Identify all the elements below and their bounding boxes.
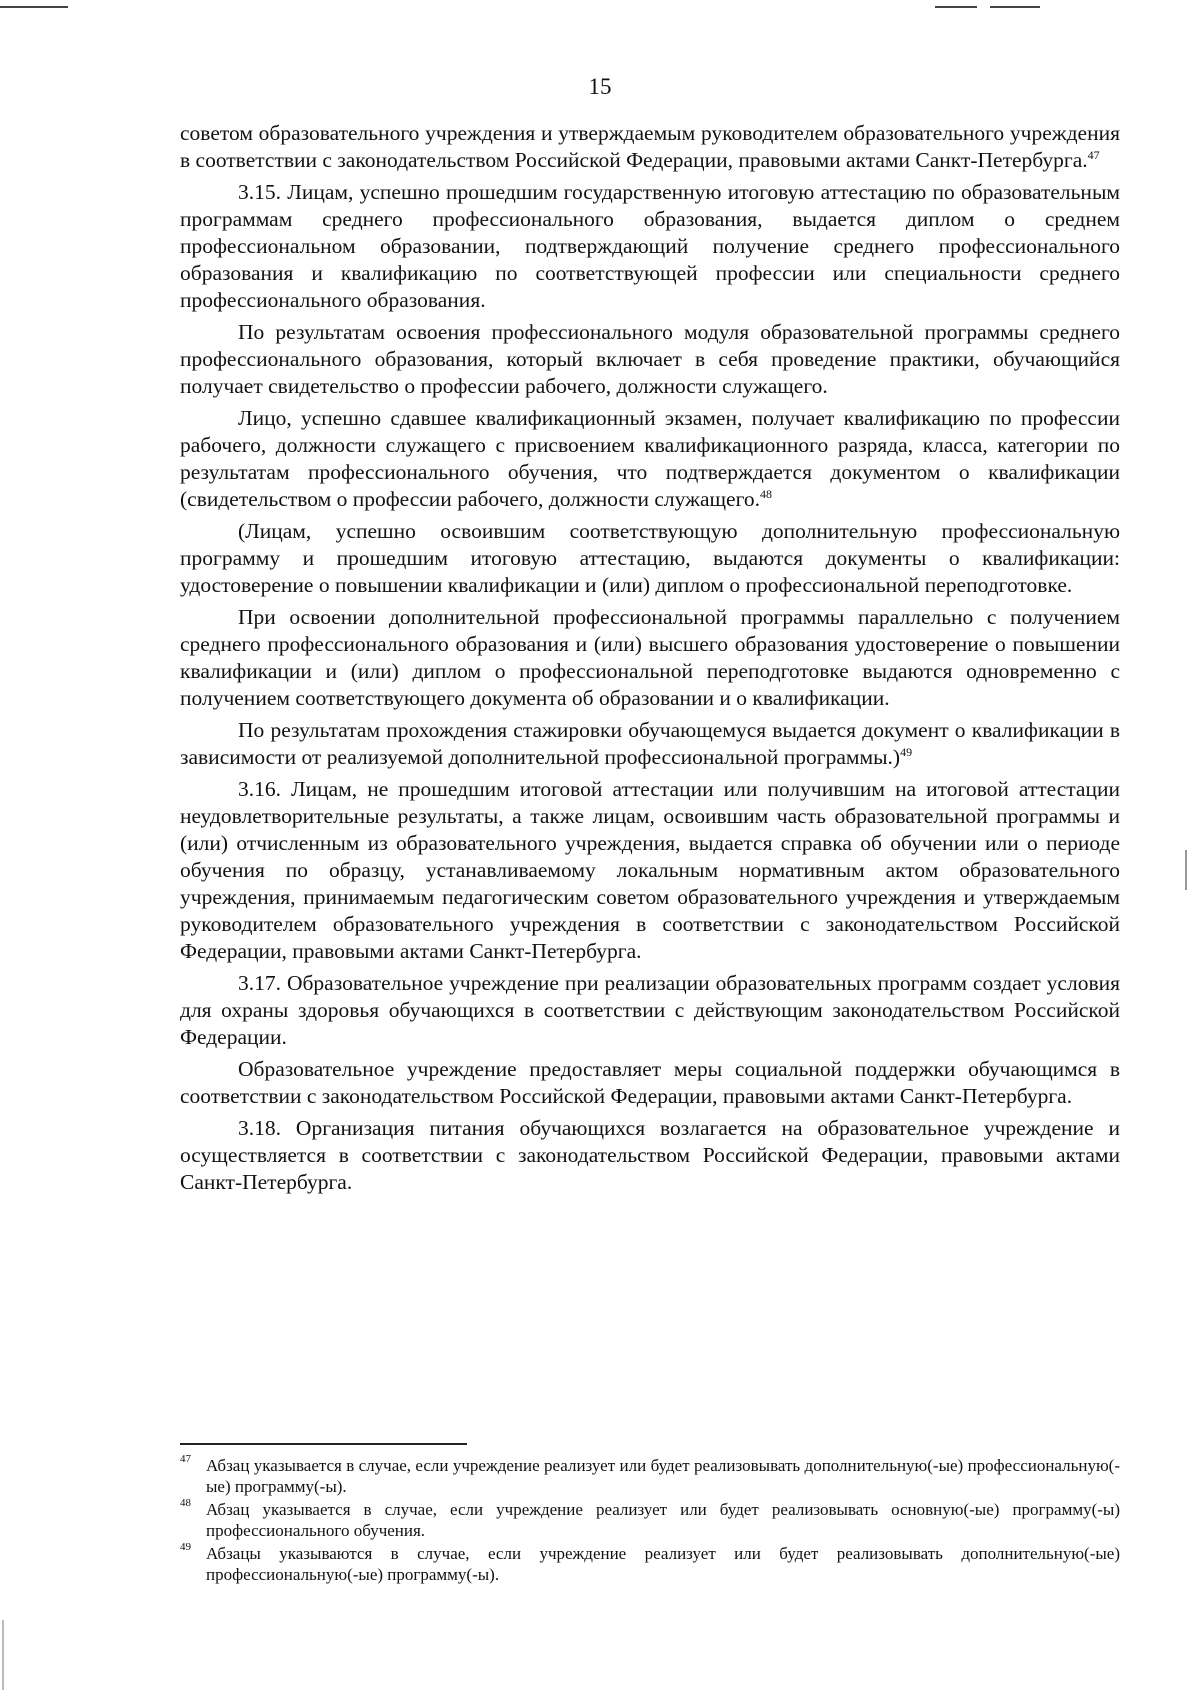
footnote-ref[interactable]: 48	[760, 486, 772, 501]
footnote-mark: 49	[180, 1541, 191, 1553]
scan-edge-mark	[990, 6, 1040, 8]
scan-margin-mark	[1185, 850, 1187, 890]
paragraph: советом образовательного учреждения и утверждаемым руководителем образовательного учреждения в соответствии с законодательством Российской Федерации, правовыми актами Санкт-Петербурга.$^{47}$	[180, 121, 1120, 172]
footnote	[180, 1455, 1120, 1497]
footnote	[180, 1543, 1120, 1585]
paragraph: По результатам прохождения стажировки обучающемуся выдается документ о квалификации в зависимости от реализуемой дополнительной профессиональной программы.)$^{49}$	[180, 718, 1120, 769]
footnote-text: Абзац указывается в случае, если учреждение реализует или будет реализовывать дополнительную(-ые) профессиональную(-ые) программу(-ы).	[206, 1456, 1120, 1496]
body-text	[180, 120, 1120, 1201]
footnote	[180, 1499, 1120, 1541]
paragraph: 3.17. Образовательное учреждение при реализации образовательных программ создает условия для охраны здоровья обучающихся в соответствии с действующим законодательством Российской Федерации.	[180, 971, 1120, 1049]
paragraph: При освоении дополнительной профессиональной программы параллельно с получением среднего профессионального образования и (или) высшего образования удостоверение о повышении квалификации и (или) диплом о профессиональной переподготовке выдаются одновременно с получением соответствующего документа об образовании и о квалификации.	[180, 605, 1120, 710]
footnote-text: Абзац указывается в случае, если учреждение реализует или будет реализовывать основную(-ые) программу(-ы) профессионального обучения.	[206, 1500, 1120, 1540]
footnote-ref[interactable]: 47	[1087, 147, 1100, 162]
footnote-separator	[180, 1443, 467, 1445]
paragraph: 3.18. Организация питания обучающихся возлагается на образовательное учреждение и осуществляется в соответствии с законодательством Российской Федерации, правовыми актами Санкт-Петербурга.	[180, 1116, 1120, 1194]
footnote-text: Абзацы указываются в случае, если учреждение реализует или будет реализовывать дополнительную(-ые) профессиональную(-ые) программу(-ы).	[206, 1544, 1120, 1584]
scan-edge-mark	[935, 6, 977, 8]
paragraph: 3.15. Лицам, успешно прошедшим государственную итоговую аттестацию по образовательным программам среднего профессионального образования, выдается диплом о среднем профессиональном образовании, подтверждающий получение среднего профессионального образования и квалификацию по соответствующей профессии или специальности среднего профессионального образования.	[180, 180, 1120, 312]
scan-margin-mark	[2, 1620, 4, 1690]
paragraph: (Лицам, успешно освоившим соответствующую дополнительную профессиональную программу и прошедшим итоговую аттестацию, выдаются документы о квалификации: удостоверение о повышении квалификации и (или) диплом о профессиональной переподготовке.	[180, 519, 1120, 597]
footnote-mark: 47	[180, 1453, 191, 1465]
paragraph: Лицо, успешно сдавшее квалификационный экзамен, получает квалификацию по профессии рабочего, должности служащего с присвоением квалификационного разряда, класса, категории по результатам профессионального обучения, что подтверждается документом о квалификации (свидетельством о профессии рабочего, должности служащего.$^{48}$	[180, 406, 1120, 511]
footnotes	[180, 1455, 1120, 1587]
paragraph: По результатам освоения профессионального модуля образовательной программы среднего профессионального образования, который включает в себя проведение практики, обучающийся получает свидетельство о профессии рабочего, должности служащего.	[180, 320, 1120, 398]
footnote-ref[interactable]: 49	[900, 744, 913, 759]
scan-edge-mark	[0, 6, 68, 8]
footnote-mark: 48	[180, 1497, 191, 1509]
paragraph: Образовательное учреждение предоставляет меры социальной поддержки обучающимся в соответствии с законодательством Российской Федерации, правовыми актами Санкт-Петербурга.	[180, 1057, 1120, 1108]
page-number: 15	[588, 74, 612, 99]
paragraph: 3.16. Лицам, не прошедшим итоговой аттестации или получившим на итоговой аттестации неудовлетворительные результаты, а также лицам, освоившим часть образовательной программы и (или) отчисленным из образовательного учреждения, выдается справка об обучении или о периоде обучения по образцу, устанавливаемому локальным нормативным актом образовательного учреждения, принимаемым педагогическим советом образовательного учреждения и утверждаемым руководителем образовательного учреждения в соответствии с законодательством Российской Федерации, правовыми актами Санкт-Петербурга.	[180, 777, 1120, 963]
